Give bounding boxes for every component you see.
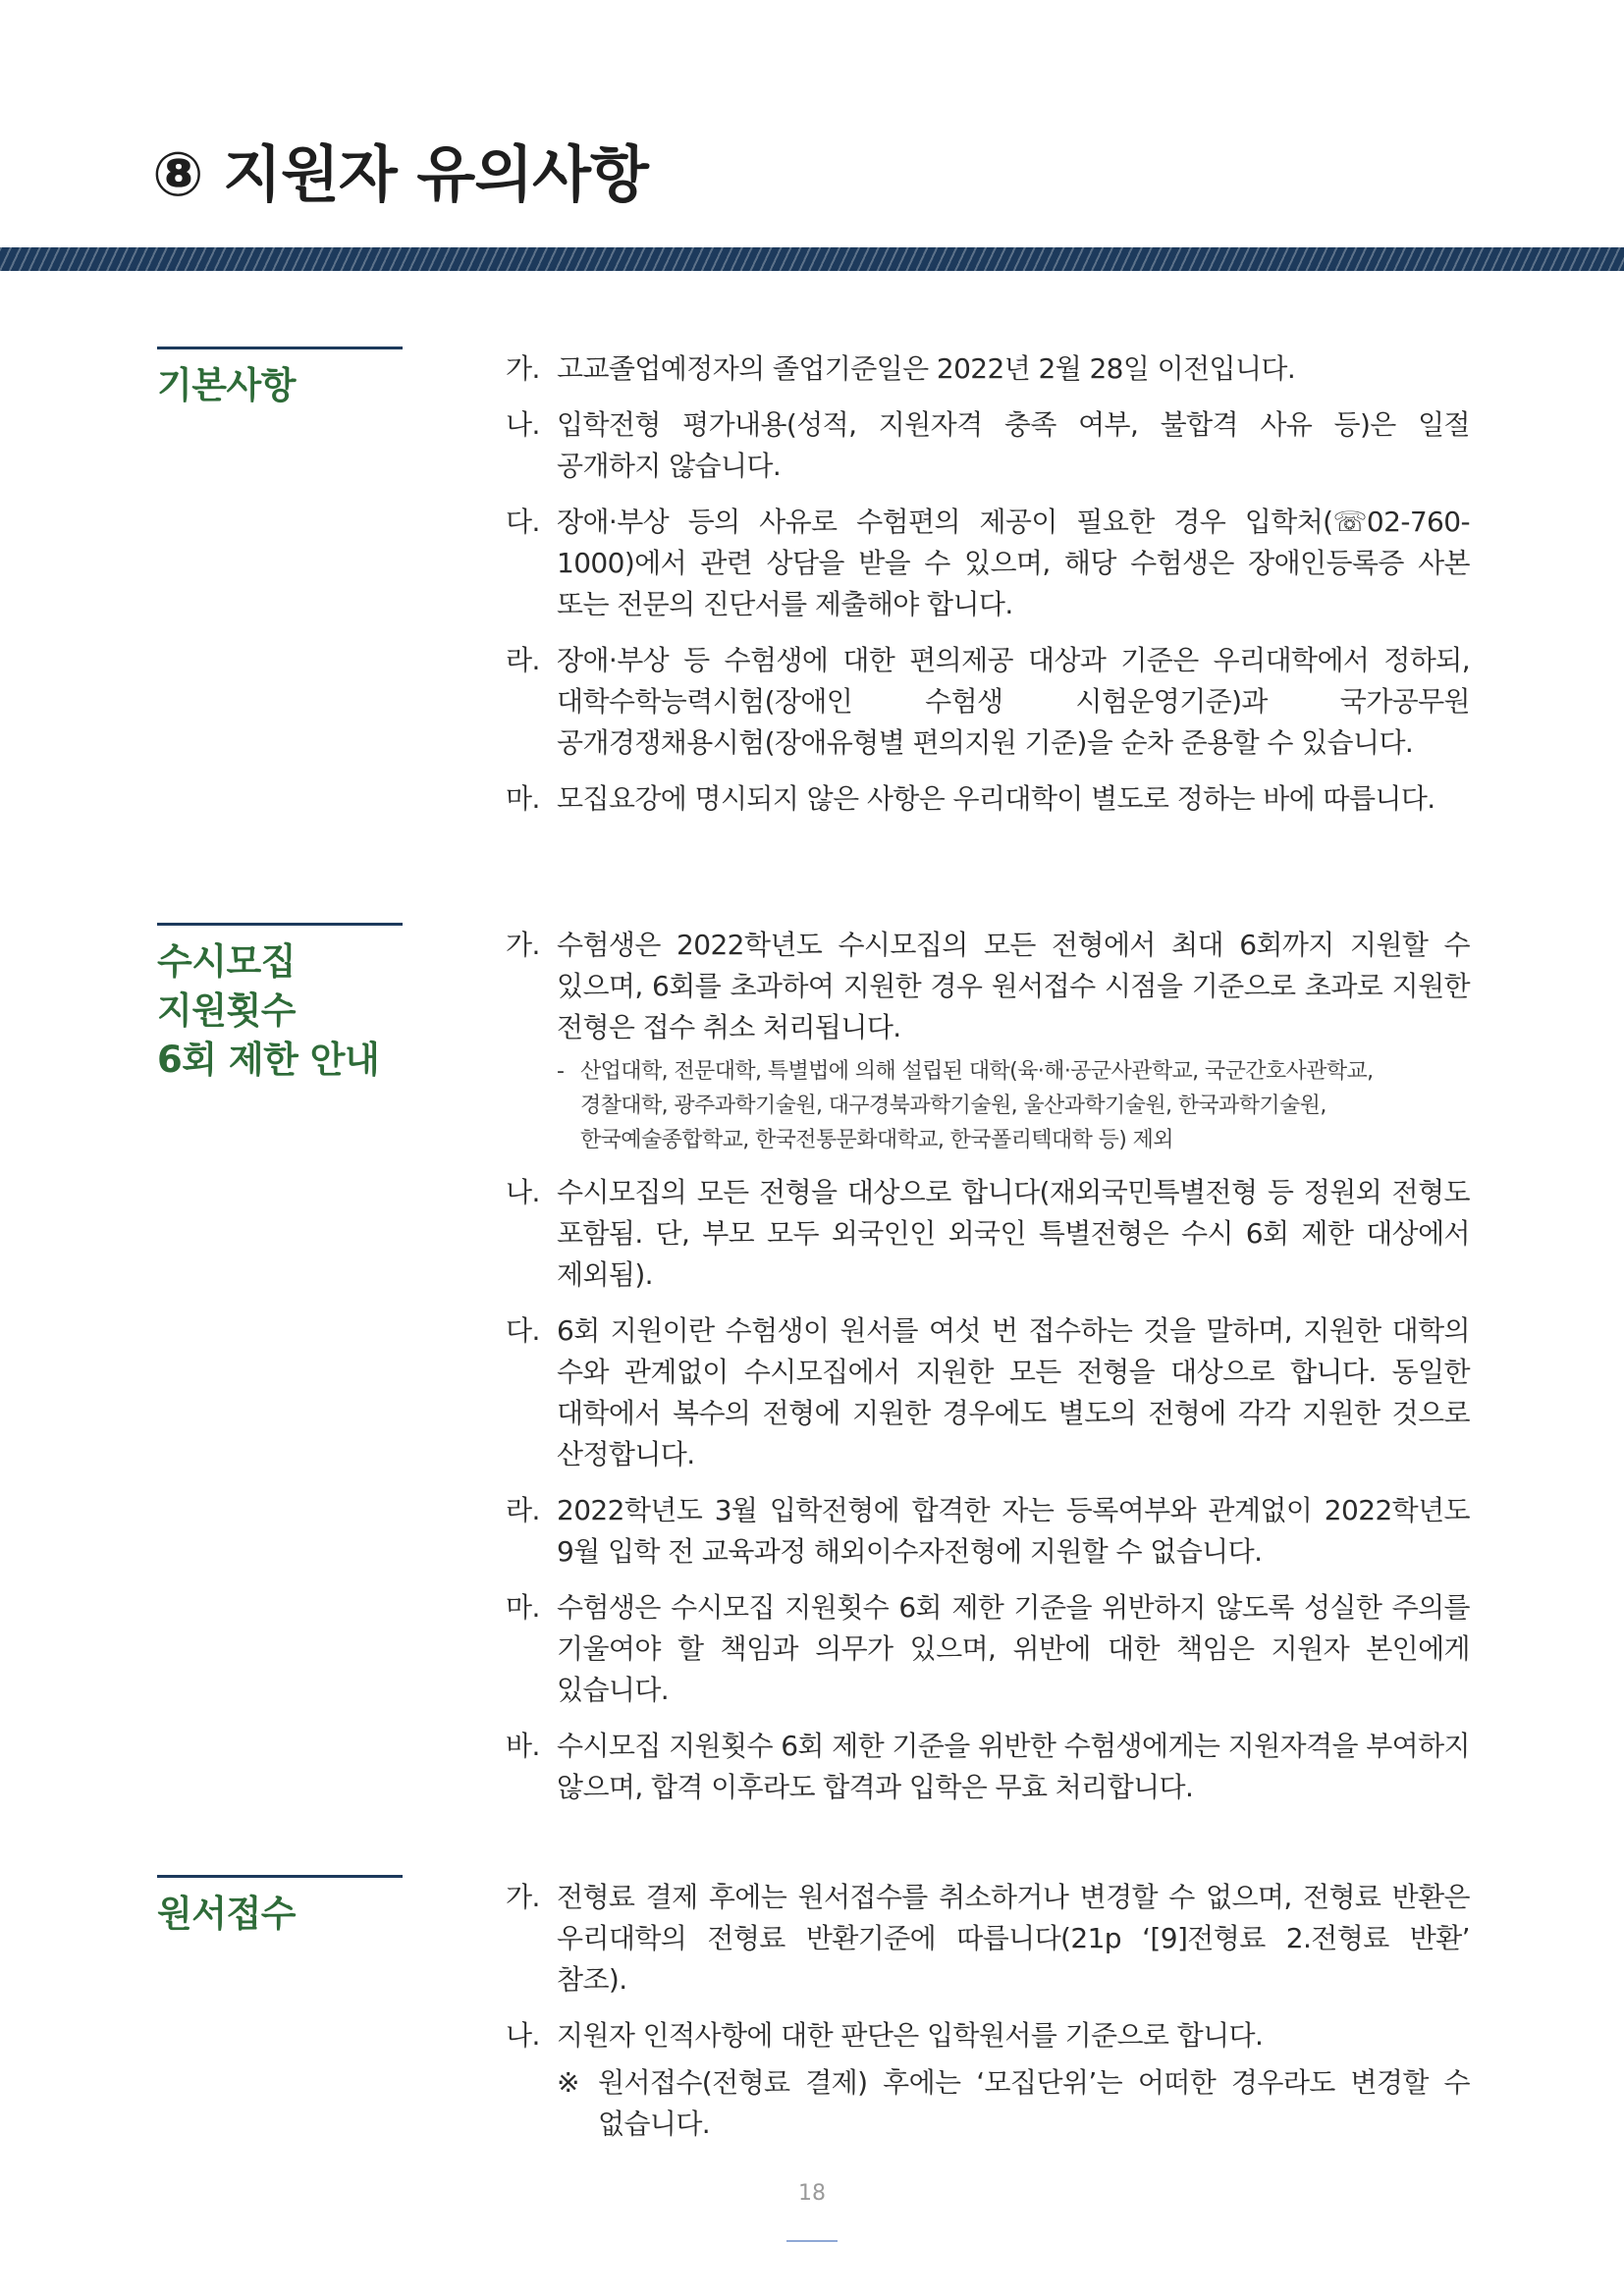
section-label: 원서접수 [157, 1893, 296, 1935]
item-text: 전형료 결제 후에는 원서접수를 취소하거나 변경할 수 없으며, 전형료 반환은 우리대학의 전형료 반환기준에 따릅니다(21p ‘[9]전형료 2.전형료 반환’ 참조). [557, 1881, 1470, 1996]
item-text: 고교졸업예정자의 졸업기준일은 2022년 2월 28일 이전입니다. [557, 352, 1296, 385]
item-prefix: 마. [506, 1591, 540, 1624]
list-item [506, 1490, 1470, 1573]
item-prefix: 마. [506, 782, 540, 815]
item-text: 6회 지원이란 수험생이 원서를 여섯 번 접수하는 것을 말하며, 지원한 대학의 수와 관계없이 수시모집에서 지원한 모든 전형을 대상으로 합니다. 동일한 대학에서 복수의 전형에 지원한 경우에도 별도의 전형에 각각 지원한 것으로 산정합니다. [557, 1314, 1470, 1470]
remark-text: 원서접수(전형료 결제) 후에는 ‘모집단위’는 어떠한 경우라도 변경할 수 없습니다. [598, 2066, 1470, 2140]
list-item [506, 2015, 1470, 2145]
section-head [157, 347, 403, 410]
section-head [157, 1875, 403, 1939]
list-item [506, 640, 1470, 764]
item-prefix: 라. [506, 1494, 540, 1526]
page-title: ⑧ 지원자 유의사항 [152, 138, 648, 210]
item-list [506, 1877, 1470, 2160]
item-prefix: 나. [506, 2019, 540, 2052]
section-label-line: 수시모집 [157, 940, 296, 983]
excluded-universities-note [557, 1054, 1470, 1157]
section-head [157, 923, 403, 1085]
list-item [506, 1310, 1470, 1475]
item-prefix: 다. [506, 1314, 540, 1347]
list-item [506, 1877, 1470, 2001]
item-text: 모집요강에 명시되지 않은 사항은 우리대학이 별도로 정하는 바에 따릅니다. [557, 782, 1435, 815]
item-prefix: 나. [506, 408, 540, 441]
item-prefix: 가. [506, 352, 540, 385]
item-prefix: 나. [506, 1176, 540, 1208]
note-line: 산업대학, 전문대학, 특별법에 의해 설립된 대학(육·해·공군사관학교, 국군간호사관학교, [580, 1059, 1374, 1084]
list-item [506, 1587, 1470, 1711]
item-text: 장애·부상 등 수험생에 대한 편의제공 대상과 기준은 우리대학에서 정하되, 대학수학능력시험(장애인 수험생 시험운영기준)과 국가공무원 공개경쟁채용시험(장애유형별 편의지원 기준)을 순차 준용할 수 있습니다. [557, 644, 1470, 759]
list-item [506, 502, 1470, 625]
note-line: 경찰대학, 광주과학기술원, 대구경북과학기술원, 울산과학기술원, 한국과학기술원, [580, 1094, 1326, 1118]
item-text: 수시모집의 모든 전형을 대상으로 합니다(재외국민특별전형 등 정원외 전형도 포함됨. 단, 부모 모두 외국인인 외국인 특별전형은 수시 6회 제한 대상에서 제외됨). [557, 1176, 1470, 1291]
reference-mark-icon: ※ [557, 2066, 579, 2099]
page-number-underline [786, 2240, 838, 2242]
item-text: 수시모집 지원횟수 6회 제한 기준을 위반한 수험생에게는 지원자격을 부여하지 않으며, 합격 이후라도 합격과 입학은 무효 처리합니다. [557, 1730, 1470, 1803]
item-list [506, 925, 1470, 1823]
item-list [506, 348, 1470, 834]
item-prefix: 바. [506, 1730, 540, 1762]
item-prefix: 가. [506, 929, 540, 961]
item-prefix: 가. [506, 1881, 540, 1913]
item-text: 장애·부상 등의 사유로 수험편의 제공이 필요한 경우 입학처(☏02-760-1000)에서 관련 상담을 받을 수 있으며, 해당 수험생은 장애인등록증 사본 또는 전문의 진단서를 제출해야 합니다. [557, 506, 1470, 620]
item-text: 지원자 인적사항에 대한 판단은 입학원서를 기준으로 합니다. [557, 2019, 1264, 2052]
section-label-line: 6회 제한 안내 [157, 1039, 380, 1081]
list-item [506, 348, 1470, 390]
item-text: 2022학년도 3월 입학전형에 합격한 자는 등록여부와 관계없이 2022학년도 9월 입학 전 교육과정 해외이수자전형에 지원할 수 없습니다. [557, 1494, 1470, 1568]
page-number: 18 [798, 2181, 826, 2206]
title-band-divider [0, 247, 1624, 271]
remark-note [557, 2062, 1470, 2145]
section-label-line: 지원횟수 [157, 989, 296, 1032]
note-line: 한국예술종합학교, 한국전통문화대학교, 한국폴리텍대학 등) 제외 [580, 1128, 1173, 1152]
item-text: 수험생은 2022학년도 수시모집의 모든 전형에서 최대 6회까지 지원할 수 있으며, 6회를 초과하여 지원한 경우 원서접수 시점을 기준으로 초과로 지원한 전형은 접수 취소 처리됩니다. [557, 929, 1470, 1043]
section-label: 기본사항 [157, 364, 296, 406]
list-item [506, 925, 1470, 1157]
list-item [506, 404, 1470, 487]
item-text: 수험생은 수시모집 지원횟수 6회 제한 기준을 위반하지 않도록 성실한 주의를 기울여야 할 책임과 의무가 있으며, 위반에 대한 책임은 지원자 본인에게 있습니다. [557, 1591, 1470, 1706]
item-prefix: 다. [506, 506, 540, 538]
list-item [506, 778, 1470, 820]
list-item [506, 1172, 1470, 1296]
item-text: 입학전형 평가내용(성적, 지원자격 충족 여부, 불합격 사유 등)은 일절 공개하지 않습니다. [557, 408, 1470, 482]
note-dash: - [557, 1059, 565, 1084]
list-item [506, 1726, 1470, 1808]
item-prefix: 라. [506, 644, 540, 676]
